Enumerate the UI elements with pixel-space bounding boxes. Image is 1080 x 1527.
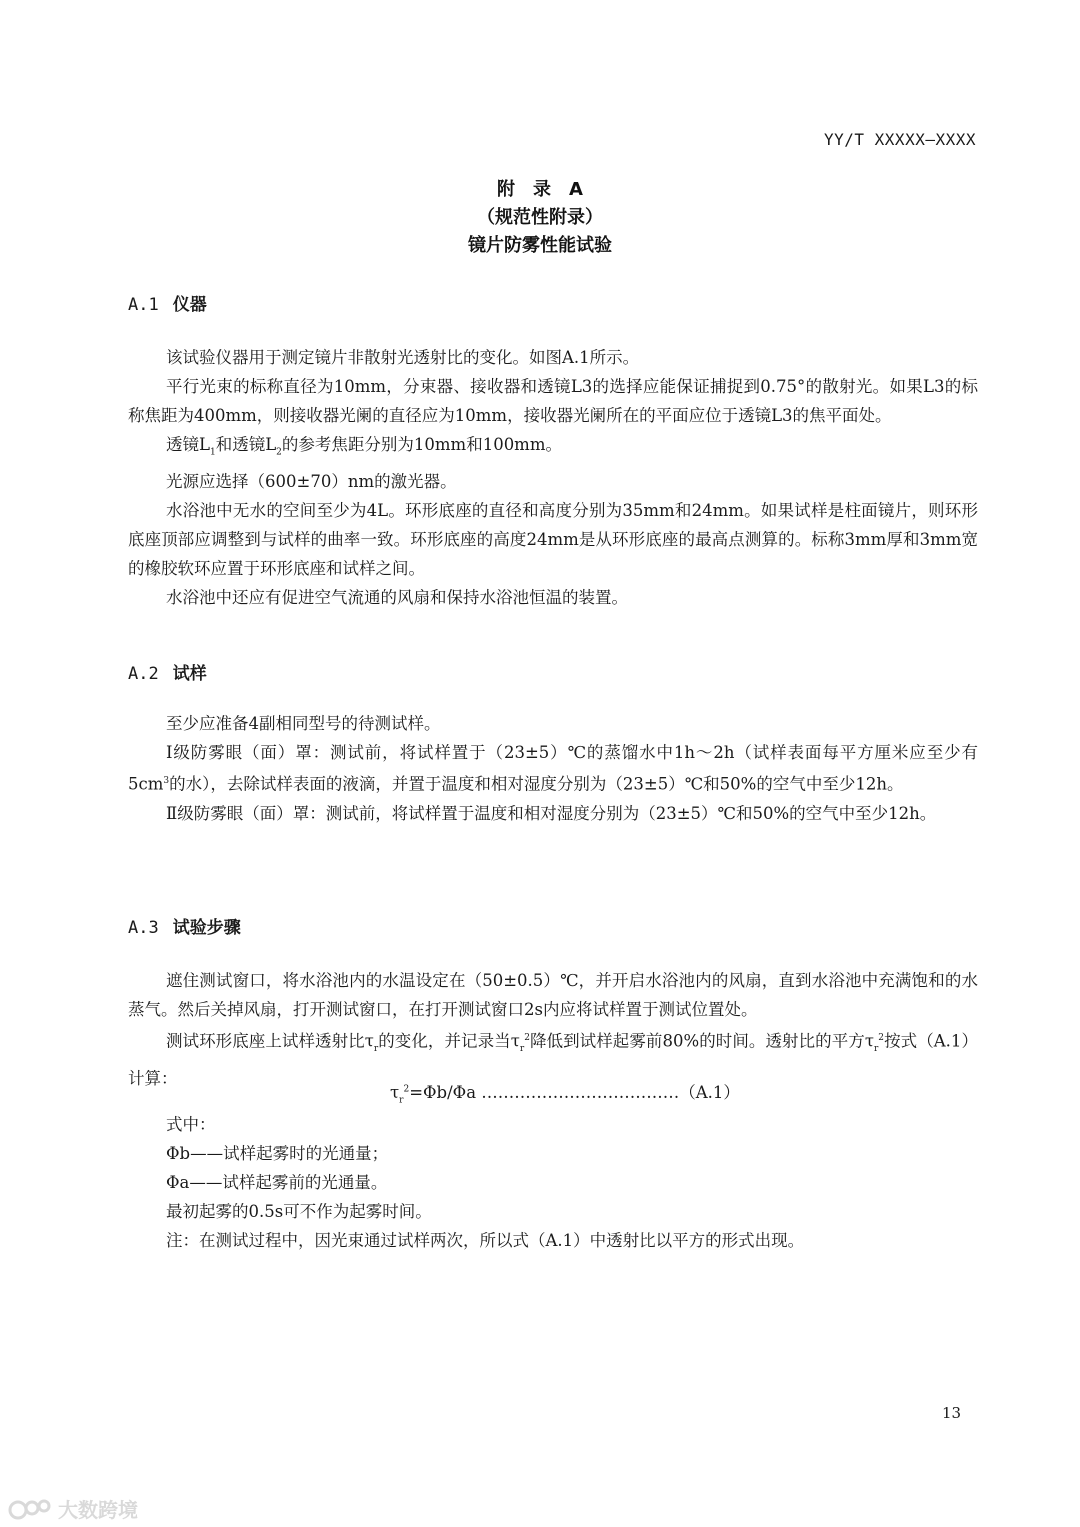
formula-expression: =Φb/Φa ………………………………（A.1） [409, 1083, 740, 1102]
annex-label: 附 录 A [497, 179, 583, 200]
superscript: 2 [524, 1033, 530, 1043]
text: 的变化，并记录当τ [378, 1031, 520, 1051]
subscript: r [373, 1043, 379, 1054]
text: 测试环形底座上试样透射比τ [166, 1031, 374, 1051]
formula-definitions [128, 1110, 978, 1255]
annex-title-block [0, 176, 1080, 260]
where-label: 式中： [166, 1115, 216, 1134]
superscript: 3 [163, 776, 170, 786]
paragraph [128, 430, 978, 467]
subscript: 1 [209, 447, 216, 458]
subscript: 2 [276, 447, 282, 458]
paragraph: 平行光束的标称直径为10mm，分束器、接收器和透镜L3的选择应能保证捕捉到0.75°的散射光。如果L3的标称焦距为400mm，则接收器光阑的直径应为10mm，接收器光阑所在的平面应位于透镜L3的焦平面处。 [128, 377, 978, 425]
section-title: 试样 [172, 664, 207, 684]
watermark-text: 大数跨境 [58, 1498, 138, 1522]
watermark [8, 1494, 138, 1523]
remark: 最初起雾的0.5s可不作为起雾时间。 [166, 1202, 432, 1221]
section-heading-a3 [128, 913, 241, 938]
text: Ⅰ级防雾眼（面）罩：测试前，将试样置于（23±5）℃的蒸馏水中1h～2h（试样表面每平方厘米应至少有5cm [128, 743, 978, 794]
text: 按式（A.1）计算： [128, 1031, 978, 1088]
text: 透镜L [166, 435, 210, 454]
subscript: r [399, 1095, 404, 1106]
section-title: 试验步骤 [172, 918, 241, 938]
annex-title: 镜片防雾性能试验 [468, 235, 612, 256]
superscript: 2 [878, 1033, 885, 1043]
section-title: 仪器 [172, 295, 207, 315]
superscript: 2 [403, 1084, 410, 1095]
watermark-logo-icon [8, 1496, 52, 1522]
paragraph: 至少应准备4副相同型号的待测试样。 [166, 714, 441, 733]
paragraph [128, 738, 978, 799]
paragraph: 该试验仪器用于测定镜片非散射光透射比的变化。如图A.1所示。 [166, 348, 640, 367]
paragraph: 水浴池中还应有促进空气流通的风扇和保持水浴池恒温的装置。 [166, 588, 628, 608]
standard-code: YY/T XXXXX—XXXX [824, 130, 976, 149]
section-body-a2 [128, 709, 978, 828]
subscript: r [873, 1043, 879, 1054]
section-number: A.3 [128, 918, 159, 938]
definition: Φa——试样起雾前的光通量。 [166, 1173, 388, 1192]
paragraph: 光源应选择（600±70）nm的激光器。 [166, 472, 457, 492]
paragraph: 遮住测试窗口，将水浴池内的水温设定在（50±0.5）℃，并开启水浴池内的风扇，直到水浴池中充满饱和的水蒸气。然后关掉风扇，打开测试窗口，在打开测试窗口2s内应将试样置于测试位置处。 [128, 971, 978, 1019]
section-number: A.2 [128, 664, 159, 684]
section-number: A.1 [128, 295, 159, 315]
subscript: r [519, 1043, 525, 1054]
paragraph: 水浴池中无水的空间至少为4L。环形底座的直径和高度分别为35mm和24mm。如果试样是柱面镜片，则环形底座顶部应调整到与试样的曲率一致。环形底座的高度24mm是从环形底座的最高点测算的。标称3mm厚和3mm宽的橡胶软环应置于环形底座和试样之间。 [128, 501, 978, 579]
section-heading-a1 [128, 290, 207, 315]
note: 注：在测试过程中，因光束通过试样两次，所以式（A.1）中透射比以平方的形式出现。 [166, 1231, 805, 1250]
paragraph: Ⅱ级防雾眼（面）罩：测试前，将试样置于温度和相对湿度分别为（23±5）℃和50%的空气中至少12h。 [166, 803, 937, 823]
section-body-a1 [128, 343, 978, 612]
text: 降低到试样起雾前80%的时间。透射比的平方τ [529, 1031, 874, 1051]
text: 和透镜L [215, 435, 277, 454]
definition: Φb——试样起雾时的光通量； [166, 1144, 389, 1163]
annex-type: （规范性附录） [477, 207, 603, 228]
section-body-a3 [128, 966, 978, 1093]
formula-symbol: τ [390, 1083, 400, 1102]
page-number: 13 [942, 1404, 962, 1422]
section-heading-a2 [128, 659, 207, 684]
formula-a1 [390, 1079, 740, 1105]
text: 的水），去除试样表面的液滴，并置于温度和相对湿度分别为（23±5）℃和50%的空气中至少12h。 [169, 774, 904, 794]
text: 的参考焦距分别为10mm和100mm。 [281, 435, 562, 454]
